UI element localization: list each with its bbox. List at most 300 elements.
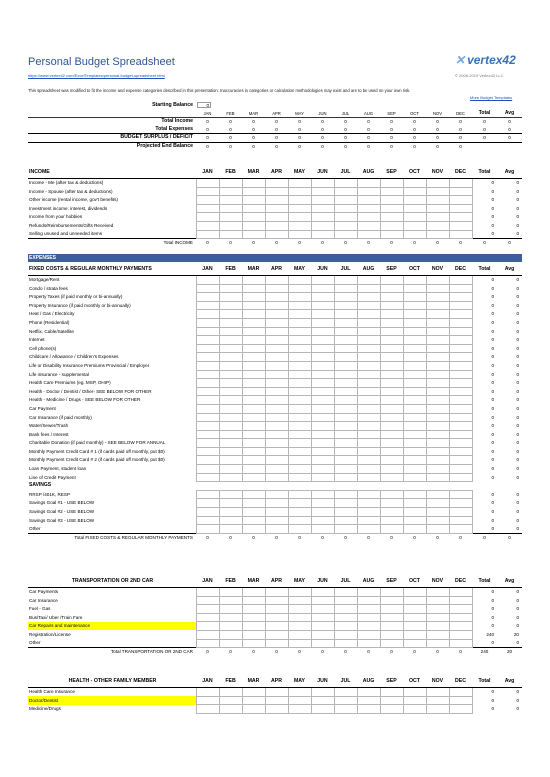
month-input-cell[interactable] [288,499,311,508]
month-input-cell[interactable] [357,688,380,697]
month-input-cell[interactable] [288,179,311,188]
month-input-cell[interactable] [196,353,219,362]
month-input-cell[interactable] [311,525,334,534]
month-input-cell[interactable] [334,456,357,465]
month-input-cell[interactable] [196,516,219,525]
month-input-cell[interactable] [357,361,380,370]
month-input-cell[interactable] [265,639,288,648]
month-input-cell[interactable] [288,379,311,388]
month-input-cell[interactable] [196,379,219,388]
month-input-cell[interactable] [449,473,472,482]
month-input-cell[interactable] [265,422,288,431]
month-input-cell[interactable] [357,613,380,622]
month-input-cell[interactable] [311,639,334,648]
month-input-cell[interactable] [380,204,403,213]
month-input-cell[interactable] [311,499,334,508]
month-input-cell[interactable] [357,630,380,639]
month-input-cell[interactable] [265,293,288,302]
month-input-cell[interactable] [380,588,403,597]
month-input-cell[interactable] [380,276,403,285]
month-input-cell[interactable] [357,196,380,205]
month-input-cell[interactable] [403,379,426,388]
month-input-cell[interactable] [380,387,403,396]
month-input-cell[interactable] [311,379,334,388]
month-input-cell[interactable] [357,404,380,413]
month-input-cell[interactable] [403,353,426,362]
month-input-cell[interactable] [196,284,219,293]
month-input-cell[interactable] [426,705,449,714]
month-input-cell[interactable] [357,301,380,310]
month-input-cell[interactable] [357,588,380,597]
month-input-cell[interactable] [334,490,357,499]
month-input-cell[interactable] [265,353,288,362]
month-input-cell[interactable] [288,327,311,336]
month-input-cell[interactable] [311,456,334,465]
month-input-cell[interactable] [334,361,357,370]
month-input-cell[interactable] [219,516,242,525]
month-input-cell[interactable] [242,276,265,285]
month-input-cell[interactable] [403,588,426,597]
month-input-cell[interactable] [449,301,472,310]
month-input-cell[interactable] [380,622,403,631]
month-input-cell[interactable] [196,396,219,405]
month-input-cell[interactable] [311,413,334,422]
month-input-cell[interactable] [334,310,357,319]
month-input-cell[interactable] [219,696,242,705]
month-input-cell[interactable] [196,639,219,648]
month-input-cell[interactable] [449,379,472,388]
month-input-cell[interactable] [426,525,449,534]
month-input-cell[interactable] [311,230,334,239]
month-input-cell[interactable] [334,516,357,525]
month-input-cell[interactable] [288,336,311,345]
month-input-cell[interactable] [242,622,265,631]
month-input-cell[interactable] [334,422,357,431]
month-input-cell[interactable] [357,344,380,353]
month-input-cell[interactable] [403,293,426,302]
month-input-cell[interactable] [403,327,426,336]
month-input-cell[interactable] [403,387,426,396]
month-input-cell[interactable] [334,353,357,362]
month-input-cell[interactable] [426,516,449,525]
month-input-cell[interactable] [219,404,242,413]
month-input-cell[interactable] [265,276,288,285]
month-input-cell[interactable] [403,318,426,327]
month-input-cell[interactable] [196,439,219,448]
month-input-cell[interactable] [449,344,472,353]
month-input-cell[interactable] [196,221,219,230]
month-input-cell[interactable] [403,456,426,465]
month-input-cell[interactable] [380,230,403,239]
month-input-cell[interactable] [219,276,242,285]
month-input-cell[interactable] [380,613,403,622]
month-input-cell[interactable] [334,596,357,605]
month-input-cell[interactable] [403,396,426,405]
month-input-cell[interactable] [380,499,403,508]
month-input-cell[interactable] [288,221,311,230]
month-input-cell[interactable] [449,422,472,431]
month-input-cell[interactable] [449,276,472,285]
month-input-cell[interactable] [265,473,288,482]
month-input-cell[interactable] [288,353,311,362]
month-input-cell[interactable] [380,688,403,697]
month-input-cell[interactable] [242,196,265,205]
month-input-cell[interactable] [357,422,380,431]
month-input-cell[interactable] [449,588,472,597]
month-input-cell[interactable] [196,465,219,474]
month-input-cell[interactable] [403,422,426,431]
month-input-cell[interactable] [196,688,219,697]
month-input-cell[interactable] [265,344,288,353]
month-input-cell[interactable] [288,516,311,525]
month-input-cell[interactable] [334,276,357,285]
month-input-cell[interactable] [334,187,357,196]
month-input-cell[interactable] [449,284,472,293]
month-input-cell[interactable] [357,705,380,714]
month-input-cell[interactable] [242,473,265,482]
month-input-cell[interactable] [196,413,219,422]
month-input-cell[interactable] [334,430,357,439]
month-input-cell[interactable] [242,605,265,614]
month-input-cell[interactable] [426,688,449,697]
month-input-cell[interactable] [380,430,403,439]
month-input-cell[interactable] [403,187,426,196]
month-input-cell[interactable] [426,370,449,379]
month-input-cell[interactable] [311,516,334,525]
month-input-cell[interactable] [265,361,288,370]
month-input-cell[interactable] [288,196,311,205]
month-input-cell[interactable] [219,465,242,474]
month-input-cell[interactable] [219,482,242,491]
month-input-cell[interactable] [288,447,311,456]
month-input-cell[interactable] [334,179,357,188]
month-input-cell[interactable] [380,327,403,336]
month-input-cell[interactable] [288,630,311,639]
month-input-cell[interactable] [357,499,380,508]
month-input-cell[interactable] [334,336,357,345]
month-input-cell[interactable] [242,361,265,370]
month-input-cell[interactable] [196,230,219,239]
month-input-cell[interactable] [380,630,403,639]
month-input-cell[interactable] [242,353,265,362]
month-input-cell[interactable] [380,353,403,362]
month-input-cell[interactable] [311,301,334,310]
month-input-cell[interactable] [357,525,380,534]
month-input-cell[interactable] [242,630,265,639]
month-input-cell[interactable] [403,622,426,631]
month-input-cell[interactable] [242,284,265,293]
month-input-cell[interactable] [334,213,357,222]
month-input-cell[interactable] [265,230,288,239]
month-input-cell[interactable] [288,588,311,597]
month-input-cell[interactable] [242,516,265,525]
month-input-cell[interactable] [219,499,242,508]
month-input-cell[interactable] [426,361,449,370]
month-input-cell[interactable] [403,447,426,456]
month-input-cell[interactable] [265,310,288,319]
month-input-cell[interactable] [426,187,449,196]
month-input-cell[interactable] [403,301,426,310]
month-input-cell[interactable] [311,596,334,605]
month-input-cell[interactable] [357,318,380,327]
month-input-cell[interactable] [196,318,219,327]
month-input-cell[interactable] [426,310,449,319]
month-input-cell[interactable] [219,204,242,213]
month-input-cell[interactable] [357,284,380,293]
month-input-cell[interactable] [334,630,357,639]
month-input-cell[interactable] [357,187,380,196]
month-input-cell[interactable] [403,361,426,370]
month-input-cell[interactable] [265,622,288,631]
month-input-cell[interactable] [449,293,472,302]
month-input-cell[interactable] [265,336,288,345]
month-input-cell[interactable] [334,696,357,705]
month-input-cell[interactable] [219,639,242,648]
month-input-cell[interactable] [242,370,265,379]
month-input-cell[interactable] [242,439,265,448]
month-input-cell[interactable] [334,447,357,456]
month-input-cell[interactable] [242,696,265,705]
month-input-cell[interactable] [242,221,265,230]
month-input-cell[interactable] [380,318,403,327]
month-input-cell[interactable] [403,336,426,345]
month-input-cell[interactable] [196,310,219,319]
month-input-cell[interactable] [426,221,449,230]
month-input-cell[interactable] [403,439,426,448]
month-input-cell[interactable] [265,465,288,474]
month-input-cell[interactable] [380,221,403,230]
month-input-cell[interactable] [449,353,472,362]
month-input-cell[interactable] [357,605,380,614]
month-input-cell[interactable] [380,344,403,353]
month-input-cell[interactable] [426,613,449,622]
month-input-cell[interactable] [311,396,334,405]
month-input-cell[interactable] [334,465,357,474]
month-input-cell[interactable] [426,318,449,327]
month-input-cell[interactable] [334,413,357,422]
month-input-cell[interactable] [311,327,334,336]
month-input-cell[interactable] [219,379,242,388]
month-input-cell[interactable] [357,622,380,631]
month-input-cell[interactable] [334,499,357,508]
month-input-cell[interactable] [288,705,311,714]
month-input-cell[interactable] [219,327,242,336]
month-input-cell[interactable] [334,525,357,534]
month-input-cell[interactable] [242,179,265,188]
month-input-cell[interactable] [403,196,426,205]
month-input-cell[interactable] [242,413,265,422]
month-input-cell[interactable] [265,284,288,293]
month-input-cell[interactable] [449,310,472,319]
month-input-cell[interactable] [380,705,403,714]
month-input-cell[interactable] [426,465,449,474]
month-input-cell[interactable] [196,705,219,714]
month-input-cell[interactable] [196,344,219,353]
month-input-cell[interactable] [288,422,311,431]
month-input-cell[interactable] [426,430,449,439]
month-input-cell[interactable] [403,230,426,239]
month-input-cell[interactable] [357,230,380,239]
month-input-cell[interactable] [219,430,242,439]
month-input-cell[interactable] [426,301,449,310]
starting-balance-input[interactable]: 0 [197,102,211,108]
month-input-cell[interactable] [449,230,472,239]
month-input-cell[interactable] [265,516,288,525]
month-input-cell[interactable] [380,439,403,448]
month-input-cell[interactable] [311,447,334,456]
month-input-cell[interactable] [265,439,288,448]
month-input-cell[interactable] [403,344,426,353]
month-input-cell[interactable] [265,525,288,534]
month-input-cell[interactable] [449,179,472,188]
month-input-cell[interactable] [311,688,334,697]
month-input-cell[interactable] [380,639,403,648]
month-input-cell[interactable] [219,387,242,396]
month-input-cell[interactable] [403,639,426,648]
month-input-cell[interactable] [242,525,265,534]
month-input-cell[interactable] [196,525,219,534]
month-input-cell[interactable] [219,447,242,456]
month-input-cell[interactable] [311,284,334,293]
month-input-cell[interactable] [403,413,426,422]
month-input-cell[interactable] [219,187,242,196]
month-input-cell[interactable] [380,508,403,517]
month-input-cell[interactable] [265,482,288,491]
month-input-cell[interactable] [403,490,426,499]
month-input-cell[interactable] [380,404,403,413]
month-input-cell[interactable] [219,179,242,188]
month-input-cell[interactable] [196,596,219,605]
month-input-cell[interactable] [311,696,334,705]
month-input-cell[interactable] [311,430,334,439]
month-input-cell[interactable] [219,688,242,697]
month-input-cell[interactable] [219,413,242,422]
month-input-cell[interactable] [357,516,380,525]
month-input-cell[interactable] [311,387,334,396]
month-input-cell[interactable] [196,508,219,517]
month-input-cell[interactable] [403,404,426,413]
month-input-cell[interactable] [288,310,311,319]
month-input-cell[interactable] [288,413,311,422]
month-input-cell[interactable] [311,196,334,205]
month-input-cell[interactable] [242,456,265,465]
month-input-cell[interactable] [449,413,472,422]
month-input-cell[interactable] [196,490,219,499]
month-input-cell[interactable] [196,404,219,413]
month-input-cell[interactable] [334,301,357,310]
month-input-cell[interactable] [219,456,242,465]
month-input-cell[interactable] [380,284,403,293]
month-input-cell[interactable] [196,456,219,465]
month-input-cell[interactable] [265,413,288,422]
month-input-cell[interactable] [311,276,334,285]
month-input-cell[interactable] [219,353,242,362]
month-input-cell[interactable] [196,422,219,431]
month-input-cell[interactable] [449,613,472,622]
month-input-cell[interactable] [380,370,403,379]
month-input-cell[interactable] [311,344,334,353]
month-input-cell[interactable] [357,439,380,448]
month-input-cell[interactable] [426,605,449,614]
month-input-cell[interactable] [311,404,334,413]
month-input-cell[interactable] [357,447,380,456]
month-input-cell[interactable] [242,639,265,648]
month-input-cell[interactable] [426,404,449,413]
month-input-cell[interactable] [242,596,265,605]
month-input-cell[interactable] [357,336,380,345]
month-input-cell[interactable] [449,516,472,525]
month-input-cell[interactable] [449,456,472,465]
month-input-cell[interactable] [380,456,403,465]
month-input-cell[interactable] [380,187,403,196]
month-input-cell[interactable] [357,456,380,465]
month-input-cell[interactable] [242,310,265,319]
month-input-cell[interactable] [449,499,472,508]
month-input-cell[interactable] [334,221,357,230]
month-input-cell[interactable] [449,396,472,405]
month-input-cell[interactable] [196,204,219,213]
month-input-cell[interactable] [449,705,472,714]
month-input-cell[interactable] [242,213,265,222]
month-input-cell[interactable] [311,613,334,622]
month-input-cell[interactable] [334,344,357,353]
month-input-cell[interactable] [426,353,449,362]
month-input-cell[interactable] [380,473,403,482]
month-input-cell[interactable] [219,473,242,482]
month-input-cell[interactable] [403,284,426,293]
month-input-cell[interactable] [403,465,426,474]
month-input-cell[interactable] [265,396,288,405]
month-input-cell[interactable] [288,187,311,196]
month-input-cell[interactable] [196,301,219,310]
month-input-cell[interactable] [265,379,288,388]
month-input-cell[interactable] [426,204,449,213]
month-input-cell[interactable] [449,430,472,439]
month-input-cell[interactable] [219,396,242,405]
month-input-cell[interactable] [426,379,449,388]
month-input-cell[interactable] [219,508,242,517]
month-input-cell[interactable] [426,387,449,396]
month-input-cell[interactable] [196,622,219,631]
month-input-cell[interactable] [334,588,357,597]
month-input-cell[interactable] [196,179,219,188]
month-input-cell[interactable] [403,482,426,491]
month-input-cell[interactable] [311,705,334,714]
month-input-cell[interactable] [288,456,311,465]
month-input-cell[interactable] [288,439,311,448]
month-input-cell[interactable] [288,465,311,474]
more-budget-templates-link[interactable]: More Budget Templates [470,95,513,100]
month-input-cell[interactable] [334,613,357,622]
month-input-cell[interactable] [196,430,219,439]
month-input-cell[interactable] [334,605,357,614]
month-input-cell[interactable] [311,630,334,639]
month-input-cell[interactable] [334,293,357,302]
month-input-cell[interactable] [380,413,403,422]
month-input-cell[interactable] [219,588,242,597]
month-input-cell[interactable] [426,490,449,499]
month-input-cell[interactable] [265,447,288,456]
month-input-cell[interactable] [380,490,403,499]
month-input-cell[interactable] [334,622,357,631]
month-input-cell[interactable] [449,482,472,491]
month-input-cell[interactable] [242,499,265,508]
month-input-cell[interactable] [357,276,380,285]
month-input-cell[interactable] [265,613,288,622]
month-input-cell[interactable] [288,688,311,697]
month-input-cell[interactable] [219,310,242,319]
month-input-cell[interactable] [311,508,334,517]
